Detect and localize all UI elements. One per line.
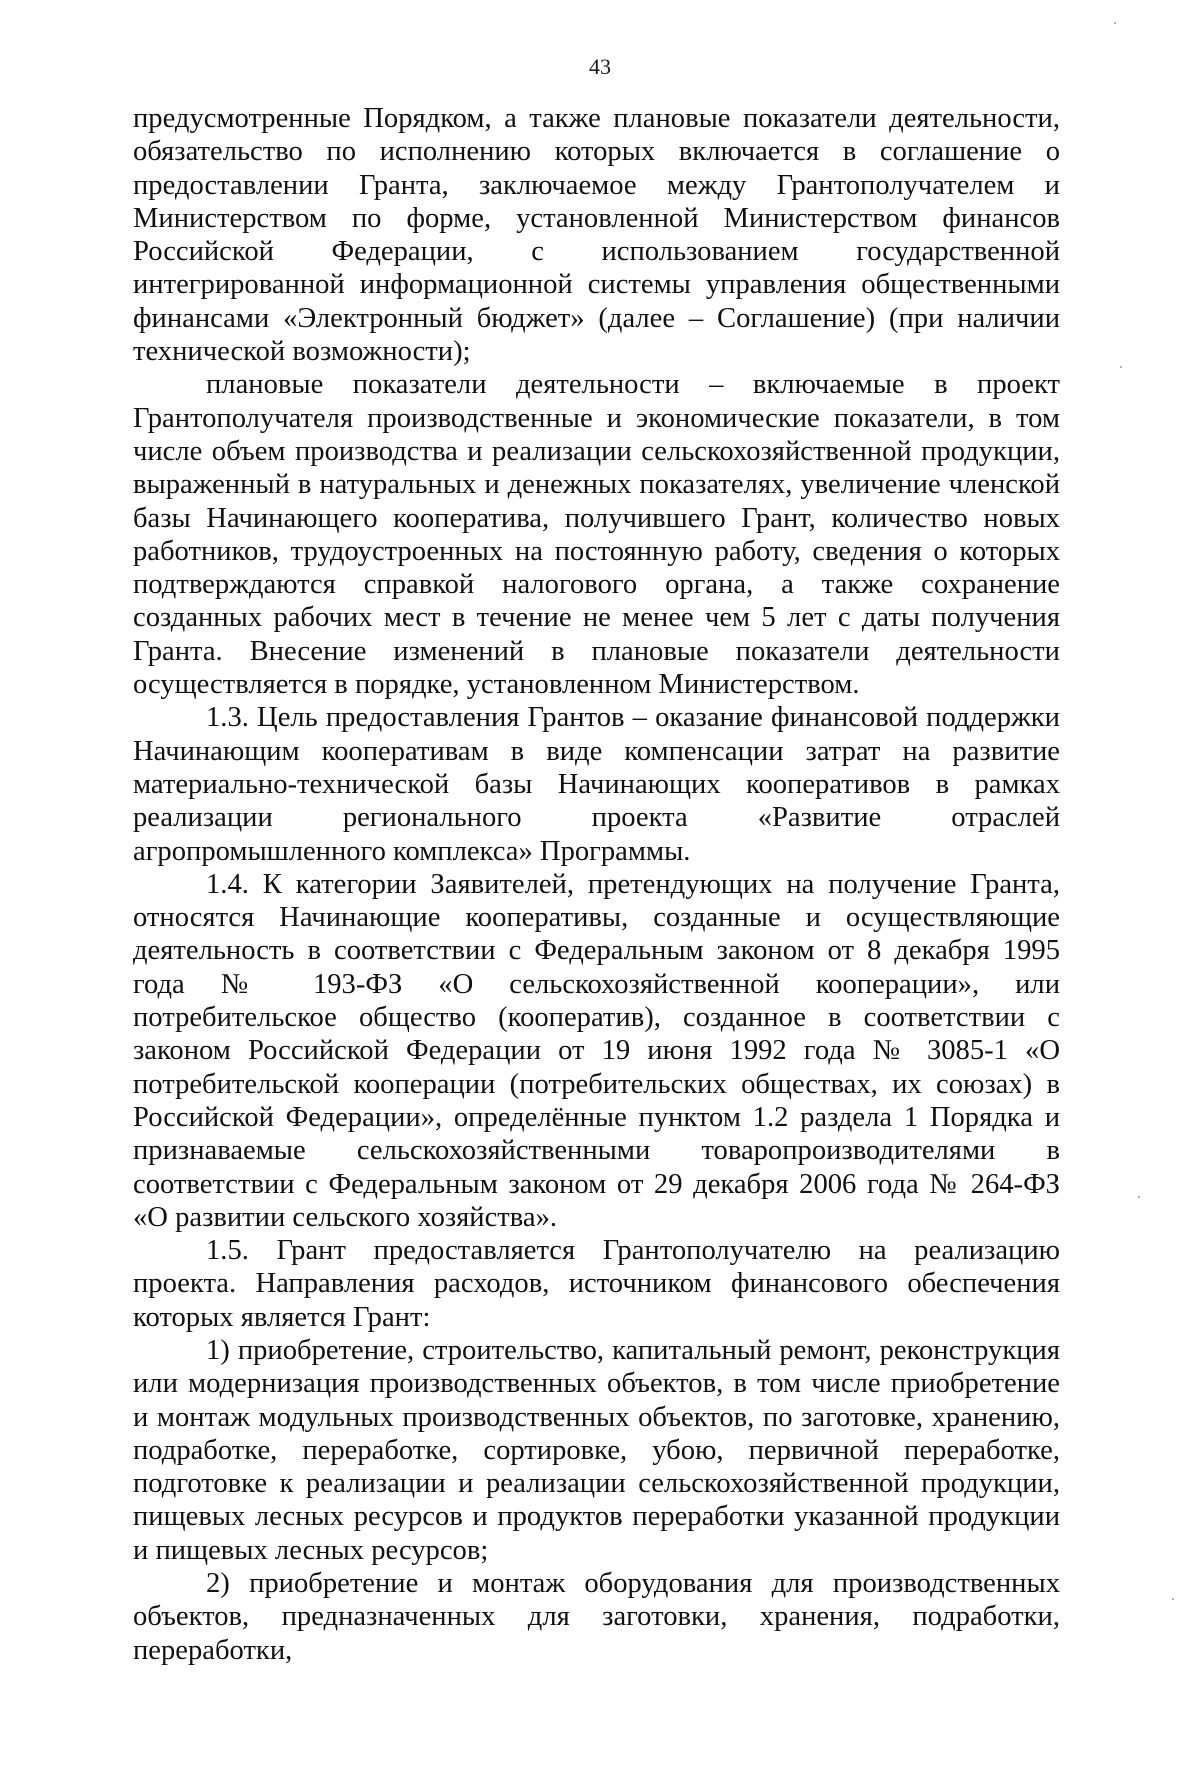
document-body (133, 102, 1060, 1667)
paragraph-1-4-applicant-categories: 1.4. К категории Заявителей, претендующих на получение Гранта, относятся Начинающие кооперативы, созданные и осуществляющие деятельность в соответствии с Федеральным законом от 8 декабря 1995 года № 193-ФЗ «О сельскохозяйственной кооперации», или потребительское общество (кооператив), созданное в соответствии с законом Российской Федерации от 19 июня 1992 года № 3085-1 «О потребительской кооперации (потребительских обществах, их союзах) в Российской Федерации», определённые пунктом 1.2 раздела 1 Порядка и признаваемые сельскохозяйственными товаропроизводителями в соответствии с Федеральным законом от 29 декабря 2006 года № 264-ФЗ «О развитии сельского хозяйства». (133, 868, 1060, 1233)
scan-speck (1120, 366, 1122, 368)
list-item-2-equipment: 2) приобретение и монтаж оборудования для производственных объектов, предназначенных для заготовки, хранения, подработки, переработки, (133, 1568, 1060, 1666)
scan-speck (1114, 22, 1116, 24)
scan-speck (1138, 1196, 1140, 1198)
paragraph-1-5-grant-expenses: 1.5. Грант предоставляется Грантополучателю на реализацию проекта. Направления расходов, источником финансового обеспечения которых является Грант: (133, 1235, 1060, 1333)
paragraph-planned-indicators: плановые показатели деятельности – включаемые в проект Грантополучателя производственные и экономические показатели, в том числе объем производства и реализации сельскохозяйственной продукции, выраженный в натуральных и денежных показателях, увеличение членской базы Начинающего кооператива, получившего Грант, количество новых работников, трудоустроенных на постоянную работу, сведения о которых подтверждаются справкой налогового органа, а также сохранение созданных рабочих мест в течение не менее чем 5 лет с даты получения Гранта. Внесение изменений в плановые показатели деятельности осуществляется в порядке, установленном Министерством. (133, 369, 1060, 701)
list-item-1-acquisition-construction: 1) приобретение, строительство, капитальный ремонт, реконструкция или модернизация производственных объектов, в том числе приобретение и монтаж модульных производственных объектов, по заготовке, хранению, подработке, переработке, сортировке, убою, первичной переработке, подготовке к реализации и реализации сельскохозяйственной продукции, пищевых лесных ресурсов и продуктов переработки указанной продукции и пищевых лесных ресурсов; (133, 1334, 1060, 1566)
page-number: 43 (589, 54, 611, 79)
paragraph-1-3-grant-purpose: 1.3. Цель предоставления Грантов – оказание финансовой поддержки Начинающим кооперативам в виде компенсации затрат на развитие материально-технической базы Начинающих кооперативов в рамках реализации регионального проекта «Развитие отраслей агропромышленного комплекса» Программы. (133, 702, 1060, 867)
paragraph-continued-definitions: предусмотренные Порядком, а также плановые показатели деятельности, обязательство по исполнению которых включается в соглашение о предоставлении Гранта, заключаемое между Грантополучателем и Министерством по форме, установленной Министерством финансов Российской Федерации, с использованием государственной интегрированной информационной системы управления общественными финансами «Электронный бюджет» (далее – Соглашение) (при наличии технической возможности); (133, 103, 1060, 368)
scan-speck (1172, 1598, 1174, 1600)
